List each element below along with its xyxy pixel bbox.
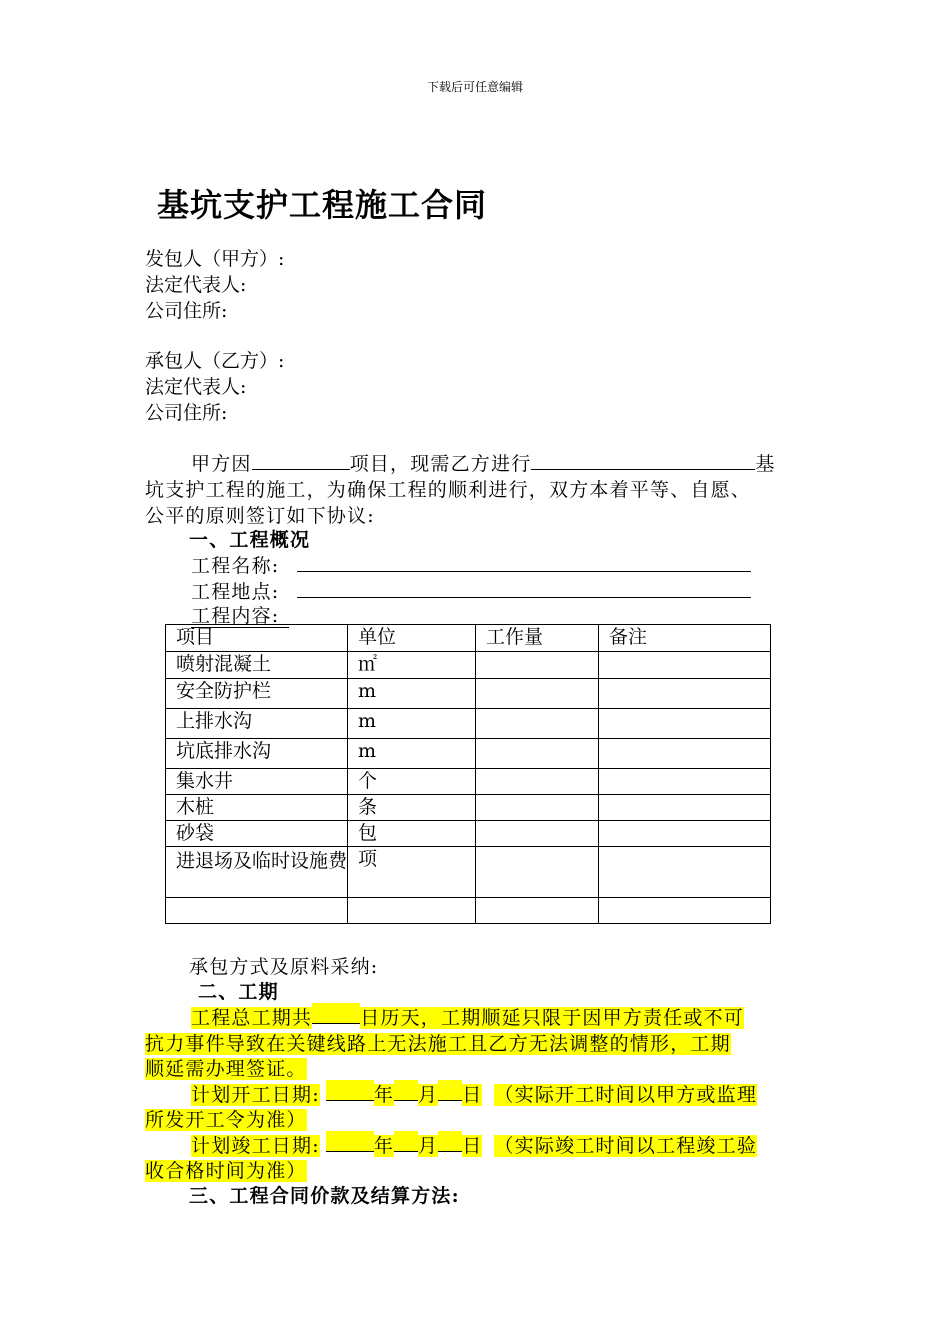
end-date-note: （实际竣工时间以工程竣工验 [494, 1135, 758, 1157]
start-date-note: （实际开工时间以甲方或监理 [494, 1084, 758, 1106]
section-3-heading: 三、工程合同价款及结算方法: [189, 1185, 460, 1207]
table-row [166, 795, 771, 821]
duration-line-3 [145, 1054, 307, 1081]
table-cell [476, 847, 599, 898]
party-a-label: 发包人（甲方）: [145, 248, 285, 270]
table-header-cell: 项目 [166, 625, 348, 652]
intro-text-1: 甲方因 [191, 453, 252, 475]
table-cell [599, 739, 771, 769]
party-b-rep: 法定代表人: [145, 376, 247, 398]
end-date-note-2: 收合格时间为准） [145, 1160, 307, 1182]
section-2-heading: 二、工期 [198, 981, 279, 1003]
party-b-address: 公司住所: [145, 402, 228, 424]
table-cell: 喷射混凝土 [166, 652, 348, 679]
page-header: 下载后可任意编辑 [426, 80, 523, 94]
work-blank [531, 449, 755, 470]
party-b-label: 承包人（乙方）: [145, 350, 285, 372]
start-date-note-line-2 [145, 1105, 307, 1132]
table-header-cell: 工作量 [476, 625, 599, 652]
party-a-rep: 法定代表人: [145, 274, 247, 296]
table-cell [476, 821, 599, 847]
project-content-label: 工程内容: [191, 605, 289, 628]
duration-text-1: 工程总工期共 [191, 1007, 313, 1029]
duration-line-1 [191, 1003, 744, 1030]
table-cell: 木桩 [166, 795, 348, 821]
table-row [166, 821, 771, 847]
intro-text-2: 项目，现需乙方进行 [349, 453, 532, 475]
project-location-row [191, 577, 751, 604]
end-date-line [191, 1131, 757, 1158]
project-location-blank [297, 577, 751, 598]
table-row [166, 679, 771, 709]
end-year-label: 年 [373, 1135, 395, 1157]
section-1-heading: 一、工程概况 [189, 529, 311, 551]
table-cell: m [348, 679, 476, 709]
table-cell: 进退场及临时设施费 [166, 847, 348, 898]
table-cell [476, 769, 599, 795]
table-header-cell: 备注 [599, 625, 771, 652]
table-cell [599, 795, 771, 821]
intro-line-1 [191, 449, 776, 476]
table-cell [599, 709, 771, 739]
table-cell [599, 847, 771, 898]
table-cell [599, 652, 771, 679]
intro-line-2: 坑支护工程的施工，为确保工程的顺利进行，双方本着平等、自愿、 [145, 479, 752, 501]
work-items-table [165, 624, 771, 924]
table-cell [599, 679, 771, 709]
table-row [166, 769, 771, 795]
project-name-label: 工程名称: [191, 555, 280, 577]
table-cell [599, 821, 771, 847]
end-year-blank [326, 1131, 374, 1152]
project-name-blank [297, 551, 751, 572]
table-cell [476, 795, 599, 821]
table-cell: m [348, 709, 476, 739]
project-location-label: 工程地点: [191, 581, 280, 603]
start-year-blank [326, 1080, 374, 1101]
party-a-address: 公司住所: [145, 300, 228, 322]
table-row [166, 739, 771, 769]
table-cell [476, 709, 599, 739]
end-month-blank [394, 1131, 418, 1152]
start-year-label: 年 [373, 1084, 395, 1106]
start-month-label: 月 [418, 1084, 439, 1106]
table-cell [348, 898, 476, 924]
duration-text-3: 抗力事件导致在关键线路上无法施工且乙方无法调整的情形，工期 [145, 1033, 731, 1055]
table-cell: 集水井 [166, 769, 348, 795]
table-cell: 上排水沟 [166, 709, 348, 739]
table-cell: 坑底排水沟 [166, 739, 348, 769]
contract-method: 承包方式及原料采纳: [189, 956, 379, 978]
table-header-row [166, 625, 771, 652]
table-cell: ㎡ [348, 652, 476, 679]
table-cell [166, 898, 348, 924]
table-cell: 安全防护栏 [166, 679, 348, 709]
end-month-label: 月 [418, 1135, 439, 1157]
duration-line-2 [145, 1029, 731, 1056]
end-day-blank [438, 1131, 462, 1152]
end-date-label: 计划竣工日期: [191, 1135, 320, 1157]
end-day-label: 日 [462, 1135, 483, 1157]
duration-text-4: 顺延需办理签证。 [145, 1058, 307, 1080]
table-cell [599, 769, 771, 795]
table-row [166, 898, 771, 924]
table-row [166, 847, 771, 898]
duration-blank [312, 1003, 360, 1024]
table-cell: 条 [348, 795, 476, 821]
start-date-line [191, 1080, 757, 1107]
duration-text-2: 日历天，工期顺延只限于因甲方责任或不可 [360, 1007, 745, 1029]
start-day-label: 日 [462, 1084, 483, 1106]
table-row [166, 709, 771, 739]
intro-line-3: 公平的原则签订如下协议: [145, 505, 375, 527]
table-cell [476, 679, 599, 709]
table-cell: 项 [348, 847, 476, 898]
document-title: 基坑支护工程施工合同 [157, 186, 488, 224]
start-date-label: 计划开工日期: [191, 1084, 320, 1106]
start-month-blank [394, 1080, 418, 1101]
intro-text-3: 基 [755, 453, 776, 475]
table-row [166, 652, 771, 679]
start-day-blank [438, 1080, 462, 1101]
table-cell [599, 898, 771, 924]
project-name-row [191, 551, 751, 578]
table-cell [476, 898, 599, 924]
table-header-cell: 单位 [348, 625, 476, 652]
table-cell: 砂袋 [166, 821, 348, 847]
end-date-note-line-2 [145, 1156, 307, 1183]
table-cell: m [348, 739, 476, 769]
table-cell [476, 739, 599, 769]
start-date-note-2: 所发开工令为准） [145, 1109, 307, 1131]
table-cell: 个 [348, 769, 476, 795]
project-blank [252, 449, 350, 470]
table-cell [476, 652, 599, 679]
table-cell: 包 [348, 821, 476, 847]
